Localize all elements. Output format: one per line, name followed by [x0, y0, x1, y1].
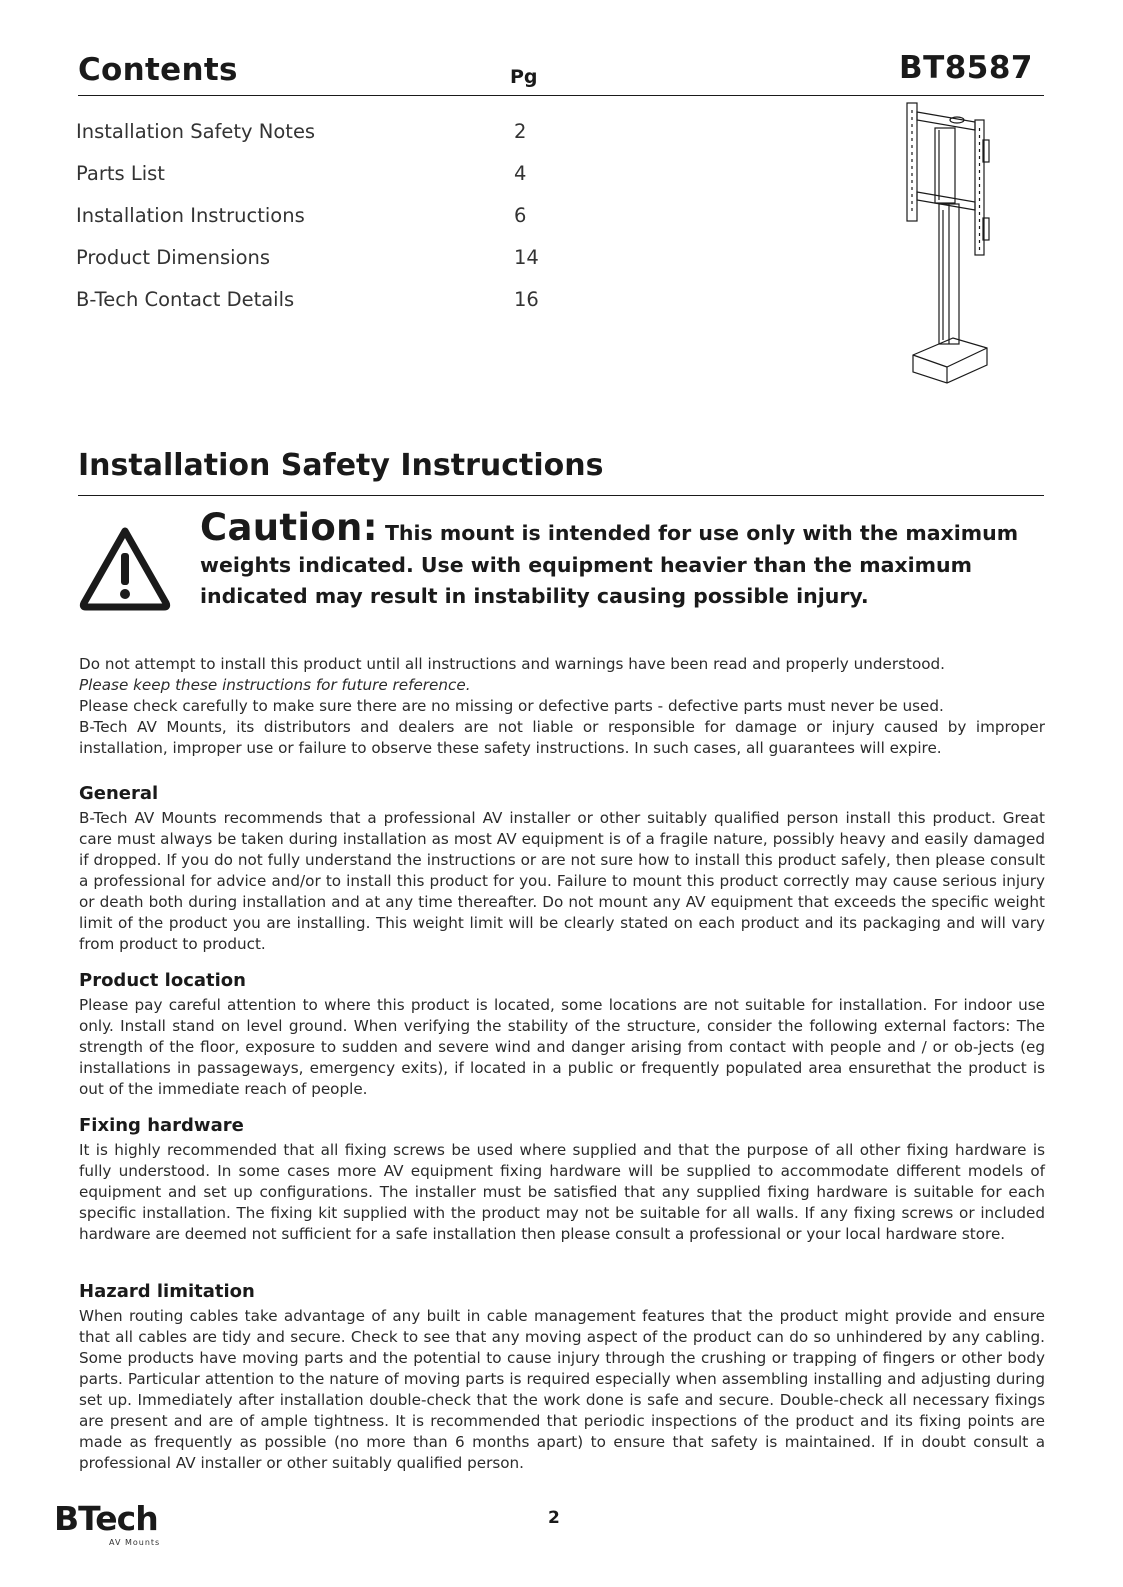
- logo-wordmark: BTech: [54, 1499, 158, 1538]
- intro-paragraph: [79, 654, 1045, 759]
- section-heading-product-location: Product location: [79, 970, 246, 991]
- stand-illustration: [905, 100, 1000, 390]
- toc-item-page: 4: [514, 161, 527, 185]
- caution-notice: [200, 506, 1040, 613]
- toc-item: [76, 152, 596, 194]
- toc-item-page: 16: [514, 287, 539, 311]
- page-column-label: Pg: [510, 66, 538, 88]
- toc-item-page: 2: [514, 119, 527, 143]
- toc-item: [76, 278, 596, 320]
- caution-text: This mount is intended for use only with the maximum weights indicated. Use with equipment heavier than the maximum indicated may result in instability causing possible injury.: [200, 521, 1019, 608]
- toc-item-label: Installation Instructions: [76, 203, 305, 227]
- toc-item-label: B-Tech Contact Details: [76, 287, 295, 311]
- section-heading-fixing-hardware: Fixing hardware: [79, 1115, 244, 1136]
- model-number: BT8587: [898, 50, 1033, 86]
- toc-item-label: Installation Safety Notes: [76, 119, 316, 143]
- section-body-general: B-Tech AV Mounts recommends that a professional AV installer or other suitably qualified person install this product. Great care must always be taken during installation as most AV equipment is of a fragile nature, possibly heavy and easily damaged if dropped. If you do not fully understand the instructions or are not sure how to install this product safely, then please consult a professional for advice and/or to install this product for you. Failure to mount this product correctly may cause serious injury or death both during installation and at any time thereafter. Do not mount any AV equipment that exceeds the specific weight limit of the product you are installing. This weight limit will be clearly stated on each product and its packaging and will vary from product to product.: [79, 809, 1045, 953]
- section-body-product-location: Please pay careful attention to where this product is located, some locations are not suitable for installation. For indoor use only. Install stand on level ground. When verifying the stability of the structure, consider the following external factors: The strength of the floor, exposure to sudden and severe wind and danger arising from contact with people and / or ob-jects (eg installations in passageways, emergency exits), if located in a public or frequently populated area ensurethat the product is out of the immediate reach of people.: [79, 996, 1045, 1098]
- contents-divider: [78, 95, 1044, 96]
- safety-divider: [78, 495, 1044, 496]
- table-of-contents: [76, 110, 596, 320]
- logo-tagline: AV Mounts: [109, 1538, 161, 1547]
- toc-item: [76, 236, 596, 278]
- section-body-hazard-limitation: When routing cables take advantage of any built in cable management features that the product might provide and ensure that all cables are tidy and secure. Check to see that any moving aspect of the product can do so unhindered by any cabling. Some products have moving parts and the potential to cause injury through the crushing or trapping of fingers or other body parts. Particular attention to the nature of moving parts is required especially when assembling installing and adjusting during set up. Immediately after installation double-check that the work done is safe and secure. Double-check all necessary fixings are present and are of ample tightness. It is recommended that periodic inspections of the product and its fixing points are made as frequently as possible (no more than 6 months apart) to ensure that safety is maintained. If in doubt consult a professional AV installer or other suitably qualified person.: [79, 1307, 1045, 1472]
- warning-triangle-icon: [78, 523, 172, 613]
- toc-item-page: 6: [514, 203, 527, 227]
- contents-title: Contents: [78, 52, 238, 88]
- toc-item: [76, 194, 596, 236]
- section-body-fixing-hardware: It is highly recommended that all fixing screws be used where supplied and that the purpose of all other fixing hardware is fully understood. In some cases more AV equipment fixing hardware will be supplied to accommodate different models of equipment and set up configurations. The installer must be satisfied that any supplied fixing hardware is suitable for each specific installation. The fixing kit supplied with the product may not be suitable for all walls. If any fixing screws or included hardware are deemed not sufficient for a safe installation then please consult a professional or your local hardware store.: [79, 1141, 1045, 1243]
- intro-line: Please check carefully to make sure there are no missing or defective parts - defective parts must never be used.: [79, 697, 944, 715]
- toc-item-label: Parts List: [76, 161, 165, 185]
- btech-logo: [54, 1500, 174, 1550]
- intro-line: B-Tech AV Mounts, its distributors and dealers are not liable or responsible for damage or injury caused by improper installation, improper use or failure to observe these safety instructions. In such cases, all guarantees will expire.: [79, 718, 1045, 757]
- safety-section-title: Installation Safety Instructions: [78, 448, 604, 483]
- section-heading-hazard-limitation: Hazard limitation: [79, 1281, 255, 1302]
- intro-line-italic: Please keep these instructions for future reference.: [79, 676, 471, 694]
- caution-label: Caution:: [200, 506, 378, 549]
- page-number: 2: [548, 1508, 560, 1528]
- toc-item: [76, 110, 596, 152]
- toc-item-page: 14: [514, 245, 539, 269]
- intro-line: Do not attempt to install this product until all instructions and warnings have been read and properly understood.: [79, 655, 946, 673]
- toc-item-label: Product Dimensions: [76, 245, 271, 269]
- section-heading-general: General: [79, 783, 159, 804]
